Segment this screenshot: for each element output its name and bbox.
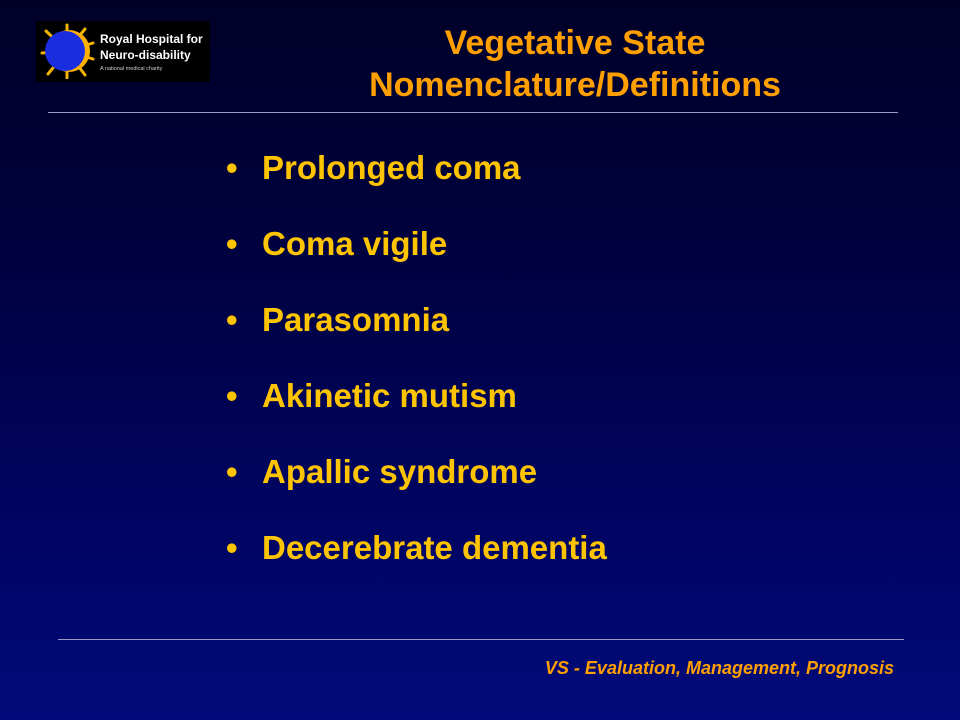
bullet-text: Apallic syndrome <box>262 453 538 490</box>
footer-divider <box>58 639 904 640</box>
slide-title <box>240 22 910 106</box>
slide-title-line-2: Nomenclature/Definitions <box>369 66 781 104</box>
bullet-icon: • <box>226 225 238 262</box>
bullet-icon: • <box>226 149 238 186</box>
logo-text-line-2: Neuro-disability <box>100 48 191 62</box>
bullet-icon: • <box>226 301 238 338</box>
bullet-text: Coma vigile <box>262 225 448 262</box>
bullet-text: Prolonged coma <box>262 149 521 186</box>
bullet-text: Decerebrate dementia <box>262 529 607 566</box>
eclipse-logo-icon <box>38 23 96 79</box>
bullet-icon: • <box>226 453 238 490</box>
bullet-icon: • <box>226 529 238 566</box>
bullet-text: Parasomnia <box>262 301 450 338</box>
logo-tagline: A national medical charity <box>100 66 163 72</box>
hospital-logo <box>36 21 210 82</box>
title-divider <box>48 112 898 113</box>
bullet-icon: • <box>226 377 238 414</box>
bullet-text: Akinetic mutism <box>262 377 517 414</box>
logo-text-line-1: Royal Hospital for <box>100 32 203 46</box>
slide-title-line-1: Vegetative State <box>444 24 706 62</box>
footer-text: VS - Evaluation, Management, Prognosis <box>544 658 894 678</box>
